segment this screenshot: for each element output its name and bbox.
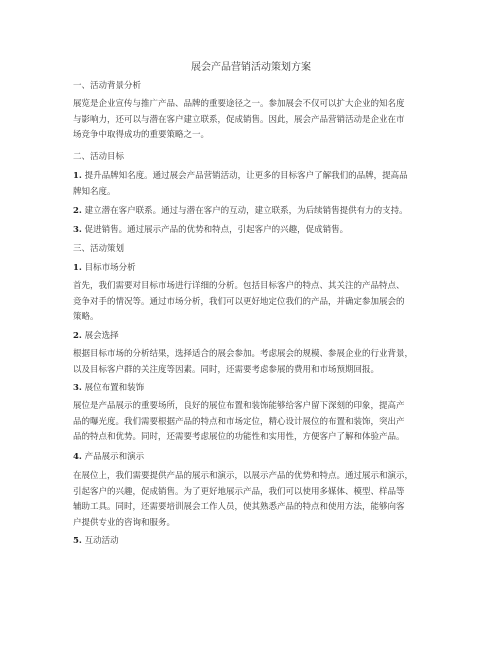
plan-item-2-title xyxy=(73,329,439,345)
paragraph-line: 辅助工具。同时，还需要培训展会工作人员，使其熟悉产品的特点和使用方法，能够向客 xyxy=(73,502,405,512)
plan-item-1-paragraph xyxy=(73,279,439,326)
paragraph-line: 竞争对手的情况等。通过市场分析，我们可以更好地定位我们的产品，并确定参加展会的 xyxy=(73,296,405,307)
section-background-paragraph xyxy=(73,97,439,144)
plan-item-4-title xyxy=(73,450,439,466)
plan-title: 目标市场分析 xyxy=(84,263,136,273)
plan-item-2-paragraph xyxy=(73,347,439,378)
plan-item-1-title xyxy=(73,261,439,277)
paragraph-line: 促进销售。通过展示产品的优势和特点，引起客户的兴趣，促成销售。 xyxy=(84,225,349,235)
plan-number: 4. xyxy=(73,452,82,462)
paragraph-line: 提升品牌知名度。通过展会产品营销活动，让更多的目标客户了解我们的品牌，提高品 xyxy=(84,171,408,181)
plan-number: 2. xyxy=(73,331,82,341)
plan-item-3-paragraph xyxy=(73,399,439,446)
plan-item-5-title xyxy=(73,534,439,550)
paragraph-line: 牌知名度。 xyxy=(73,186,116,197)
paragraph-line: 引起客户的兴趣，促成销售。为了更好地展示产品，我们可以使用多媒体、模型、样品等 xyxy=(73,486,405,497)
plan-item-4-paragraph xyxy=(73,469,439,531)
goal-item-1 xyxy=(73,169,439,200)
plan-title: 展会选择 xyxy=(84,331,119,341)
paragraph-line: 根据目标市场的分析结果，选择适合的展会参加。考虑展会的规模、参展企业的行业背景， xyxy=(73,349,414,359)
paragraph-line: 建立潜在客户联系。通过与潜在客户的互动，建立联系，为后续销售提供有力的支持。 xyxy=(84,206,408,216)
plan-item-3-title xyxy=(73,381,439,397)
paragraph-line: 展位是产品展示的重要场所，良好的展位布置和装饰能够给客户留下深刻的印象，提高产 xyxy=(73,401,405,411)
plan-number: 5. xyxy=(73,536,82,546)
paragraph-line: 在展位上，我们需要提供产品的展示和演示，以展示产品的优势和特点。通过展示和演示， xyxy=(73,471,414,481)
document-title: 展会产品营销活动策划方案 xyxy=(191,62,311,73)
plan-title: 互动活动 xyxy=(84,536,119,546)
goal-number: 2. xyxy=(73,206,82,216)
plan-number: 3. xyxy=(73,383,82,393)
paragraph-line: 与影响力，还可以与潜在客户建立联系，促成销售。因此，展会产品营销活动是企业在市 xyxy=(73,114,405,125)
plan-number: 1. xyxy=(73,263,82,273)
section-heading-goals: 二、活动目标 xyxy=(73,152,125,162)
paragraph-line: 户提供专业的咨询和服务。 xyxy=(73,517,176,528)
paragraph-line: 策略。 xyxy=(73,312,99,322)
goal-number: 1. xyxy=(73,171,82,181)
paragraph-line: 展览是企业宣传与推广产品、品牌的重要途径之一。参加展会不仅可以扩大企业的知名度 xyxy=(73,99,405,109)
paragraph-line: 场竞争中取得成功的重要策略之一。 xyxy=(73,130,210,140)
section-heading-planning: 三、活动策划 xyxy=(73,244,125,254)
paragraph-line: 首先，我们需要对目标市场进行详细的分析。包括目标客户的特点、其关注的产品特点、 xyxy=(73,281,405,291)
plan-title: 产品展示和演示 xyxy=(84,452,145,462)
paragraph-line: 以及目标客户群的关注度等因素。同时，还需要考虑参展的费用和市场预期回报。 xyxy=(73,364,380,375)
goal-number: 3. xyxy=(73,225,82,235)
section-heading-background: 一、活动背景分析 xyxy=(73,81,142,91)
paragraph-line: 品的特点和优势。同时，还需要考虑展位的功能性和实用性，方便客户了解和体验产品。 xyxy=(73,432,405,442)
plan-title: 展位布置和装饰 xyxy=(84,383,145,393)
goal-item-3 xyxy=(73,223,439,239)
paragraph-line: 品的曝光度。我们需要根据产品的特点和市场定位，精心设计展位的布置和装饰，突出产 xyxy=(73,416,405,427)
goal-item-2 xyxy=(73,204,439,220)
